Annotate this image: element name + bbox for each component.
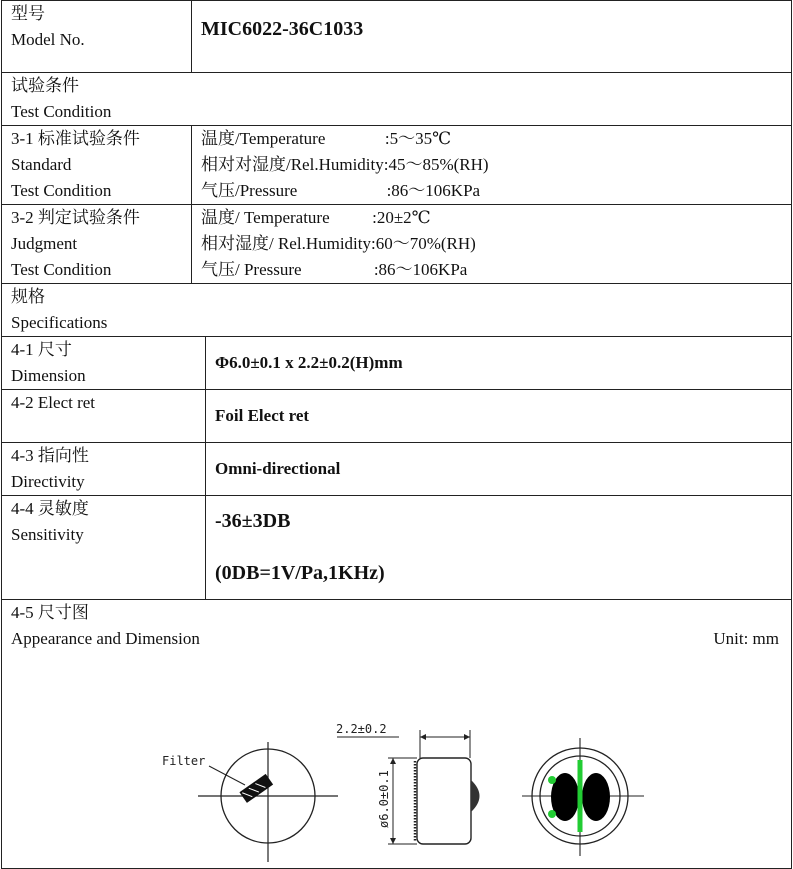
- dimension-value: Φ6.0±0.1 x 2.2±0.2(H)mm: [206, 337, 792, 390]
- test-condition-header: [2, 73, 792, 126]
- standard-row: [2, 126, 792, 205]
- judgment-label-cell: [2, 205, 192, 284]
- judgment-label-en1: Judgment: [11, 234, 78, 253]
- sensitivity-label-cell: [2, 496, 206, 600]
- standard-label-en2: Test Condition: [11, 181, 112, 200]
- arrow-head: [390, 758, 396, 764]
- model-label-cell: [2, 1, 192, 73]
- judgment-temperature: 温度/ Temperature :20±2℃: [201, 208, 431, 227]
- directivity-label-en: Directivity: [11, 472, 85, 491]
- appearance-label-cn: 4-5 尺寸图: [11, 603, 89, 622]
- directivity-row: [2, 443, 792, 496]
- standard-label-cell: [2, 126, 192, 205]
- specifications-header: [2, 284, 792, 337]
- diameter-dim-label: ø6.0±0.1: [377, 770, 391, 828]
- spec-table: [1, 0, 792, 869]
- terminal-dot: [548, 810, 556, 818]
- arrow-head: [420, 734, 426, 740]
- back-view: [522, 738, 644, 856]
- judgment-pressure: 气压/ Pressure :86～106KPa: [201, 260, 468, 279]
- standard-humidity: 相对对湿度/Rel.Humidity:45～85%(RH): [201, 155, 489, 174]
- appearance-row: [2, 600, 792, 869]
- specifications-label-cn: 规格: [11, 287, 45, 306]
- judgment-row: [2, 205, 792, 284]
- dimension-drawing: [2, 600, 791, 868]
- standard-label-en1: Standard: [11, 155, 72, 174]
- side-view-body: [417, 758, 471, 844]
- test-condition-row: [2, 73, 792, 126]
- standard-temperature: 温度/Temperature :5～35℃: [201, 129, 452, 148]
- model-label-en: Model No.: [11, 30, 85, 49]
- standard-pressure: 气压/Pressure :86～106KPa: [201, 181, 481, 200]
- side-view: [336, 722, 480, 844]
- sensitivity-value-cell: [206, 496, 792, 600]
- electret-value: Foil Elect ret: [206, 390, 792, 443]
- judgment-label-en2: Test Condition: [11, 260, 112, 279]
- dimension-row: [2, 337, 792, 390]
- sensitivity-label-en: Sensitivity: [11, 525, 84, 544]
- model-value: MIC6022-36C1033: [192, 1, 792, 73]
- directivity-label-cell: [2, 443, 206, 496]
- arrow-head: [390, 838, 396, 844]
- specifications-label-en: Specifications: [11, 313, 108, 332]
- directivity-label-cn: 4-3 指向性: [11, 446, 89, 465]
- filter-leader: [209, 766, 245, 785]
- test-condition-label-en: Test Condition: [11, 102, 112, 121]
- test-condition-label-cn: 试验条件: [11, 76, 79, 95]
- sensitivity-value: -36±3DB: [215, 510, 291, 532]
- dimension-label-en: Dimension: [11, 366, 86, 385]
- standard-label-cn: 3-1 标准试验条件: [11, 129, 140, 148]
- judgment-humidity: 相对湿度/ Rel.Humidity:60～70%(RH): [201, 234, 476, 253]
- dimension-label-cn: 4-1 尺寸: [11, 340, 72, 359]
- unit-label: Unit: mm: [713, 629, 779, 648]
- judgment-values-cell: [192, 205, 792, 284]
- side-view-terminal: [471, 780, 480, 812]
- appearance-cell: [2, 600, 792, 869]
- terminal-pad-right: [582, 773, 610, 821]
- judgment-label-cn: 3-2 判定试验条件: [11, 208, 140, 227]
- sensitivity-label-cn: 4-4 灵敏度: [11, 499, 89, 518]
- sensitivity-row: [2, 496, 792, 600]
- sensitivity-reference: (0DB=1V/Pa,1KHz): [215, 562, 385, 584]
- height-dim-label: 2.2±0.2: [336, 722, 387, 736]
- front-view: [162, 742, 338, 862]
- filter-label: Filter: [162, 754, 206, 768]
- dimension-label-cell: [2, 337, 206, 390]
- directivity-value: Omni-directional: [206, 443, 792, 496]
- model-label-cn: 型号: [11, 4, 45, 23]
- electret-label: 4-2 Elect ret: [2, 390, 206, 443]
- standard-values-cell: [192, 126, 792, 205]
- appearance-label-en: Appearance and Dimension: [11, 629, 200, 648]
- specifications-row: [2, 284, 792, 337]
- terminal-dot: [548, 776, 556, 784]
- model-row: [2, 1, 792, 73]
- arrow-head: [464, 734, 470, 740]
- electret-row: [2, 390, 792, 443]
